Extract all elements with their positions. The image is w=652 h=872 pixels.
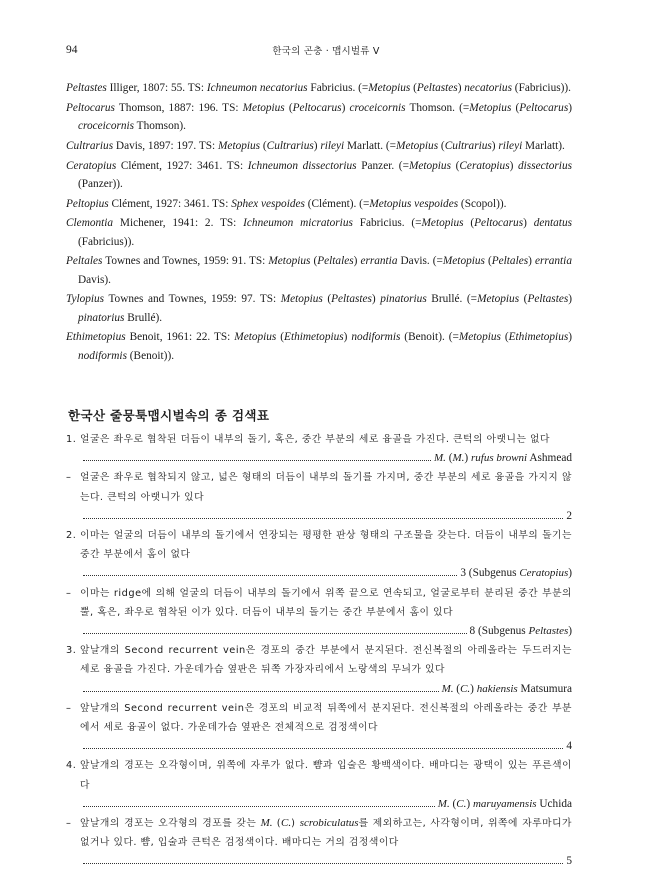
text-run: Davis. (= (397, 255, 443, 268)
text-run: Ashmead (527, 452, 572, 465)
identification-key (66, 430, 572, 872)
key-couplet (66, 584, 572, 642)
couplet-result (460, 564, 572, 583)
text-run: Matsumura (517, 682, 572, 695)
text-run: ( (500, 331, 509, 344)
text-run: 5 (566, 855, 572, 868)
key-couplet (66, 699, 572, 757)
italic-text: Metopius vespoides (369, 197, 459, 210)
couplet-marker: – (66, 472, 72, 484)
text-run: Clément, 1927: 3461. TS: (108, 197, 232, 210)
dot-leader (83, 633, 467, 634)
italic-text: Peltocarus (474, 217, 524, 230)
italic-text: C. (456, 797, 467, 810)
text-run: 3 (Subgenus (460, 567, 520, 580)
text-run: ) (466, 797, 473, 810)
text-run: ) (491, 139, 499, 152)
italic-text: rufus browni (470, 452, 528, 465)
text-run: ( (260, 139, 267, 152)
italic-text: M. (441, 682, 454, 695)
leader-line (80, 564, 572, 583)
text-run: ) (509, 159, 519, 172)
key-couplet (66, 430, 572, 468)
couplet-result (442, 680, 572, 699)
key-couplet (66, 641, 572, 699)
text-run: ) (457, 82, 465, 94)
text-run: 2 (566, 509, 572, 522)
text-run: Panzer. (= (356, 159, 409, 172)
text-run: Illiger, 1807: 55. TS: (106, 82, 207, 94)
dot-leader (83, 691, 439, 692)
synonym-entry (66, 99, 572, 135)
italic-text: Metopius (242, 101, 285, 114)
text-run: Davis, 1897: 197. TS: (113, 139, 219, 152)
couplet-marker: – (66, 587, 72, 599)
couplet-text (80, 472, 572, 502)
text-run: Fabricius. (= (307, 82, 369, 94)
text-run: ( (519, 293, 528, 306)
text-run: ) (371, 293, 381, 306)
couplet-result (566, 852, 572, 871)
italic-text: Metopius (218, 139, 261, 152)
italic-text: rileyi (498, 139, 523, 152)
text-run: Brullé. (= (426, 293, 478, 306)
italic-text: Ichneumon dissectorius (247, 159, 357, 172)
text-run: ) (568, 293, 573, 306)
key-couplet (66, 814, 572, 872)
synonym-entry (66, 195, 572, 213)
italic-text: Metopius (421, 217, 464, 230)
key-couplet (66, 468, 572, 526)
couplet-text (80, 703, 572, 733)
text-run: 얼굴은 좌우로 협착된 더듬이 내부의 돌기, 혹은, 중간 부분의 세로 융골을 가진다. 큰턱의 아랫니는 없다 (80, 434, 550, 445)
text-run: Brullé). (124, 311, 163, 324)
text-run: ( (322, 293, 332, 306)
italic-text: errantia (360, 255, 398, 268)
text-run: (Benoit). (= (400, 331, 459, 344)
dot-leader (83, 863, 563, 864)
couplet-text (80, 588, 572, 618)
italic-text: dissectorius (518, 159, 572, 172)
italic-text: Ichneumon necatorius (206, 82, 308, 94)
italic-text: Metopius (458, 331, 501, 344)
text-run: (Clément). (= (304, 197, 370, 210)
section-title: 한국산 줄뭉툭맵시벌속의 종 검색표 (68, 408, 270, 423)
italic-text: C. (460, 682, 471, 695)
italic-text: Peltocarus (292, 101, 342, 114)
key-couplet (66, 526, 572, 584)
text-run: 이마는 ridge에 의해 얼굴의 더듬이 내부의 돌기에서 위쪽 끝으로 연속되고, 얼굴로부터 분리된 중간 부분의 뿔, 혹은, 좌우로 협착된 이가 있다. 더듬이 내부의 돌기는 중간 부분에서 홈이 있다 (80, 587, 572, 618)
text-run: Clément, 1927: 3461. TS: (116, 159, 248, 172)
italic-text: pinatorius (380, 293, 427, 306)
italic-text: Metopius (442, 255, 485, 268)
text-run: ) (464, 452, 471, 465)
couplet-result (470, 622, 572, 641)
text-run: ( (511, 101, 520, 114)
text-run: ) (291, 818, 300, 830)
couplet-result (566, 507, 572, 526)
italic-text: Metopius (408, 159, 451, 172)
leader-line (80, 680, 572, 699)
text-run: 이마는 얼굴의 더듬이 내부의 돌기에서 연장되는 평평한 판상 형태의 구조물을 갖는다. 더듬이 내부의 돌기는 중간 부분에서 홈이 없다 (80, 530, 572, 561)
text-run: (Panzer)). (78, 177, 123, 190)
text-run: ( (463, 217, 475, 230)
text-run: Marlatt. (= (344, 139, 397, 152)
italic-text: M. (433, 452, 446, 465)
italic-text: Peltales (66, 255, 103, 268)
italic-text: Ceratopius (519, 567, 569, 580)
couplet-text (80, 530, 572, 560)
leader-line (80, 795, 572, 814)
text-run: ) (568, 567, 572, 580)
italic-text: Clemontia (66, 217, 114, 230)
text-run: ( (484, 255, 492, 268)
text-run: ( (445, 452, 453, 465)
text-run: ( (438, 139, 445, 152)
text-run: ) (470, 682, 477, 695)
text-run: Thomson). (134, 120, 186, 132)
text-run: Uchida (536, 797, 572, 810)
couplet-result (434, 449, 572, 468)
page-number: 94 (66, 44, 78, 56)
italic-text: Ethimetopius (508, 331, 569, 344)
italic-text: croceicornis (78, 120, 135, 132)
text-run: 4 (566, 740, 572, 753)
text-run: 앞날개의 Second recurrent vein은 경포의 중간 부분에서 분지된다. 전신복절의 아레올라는 두드러지는 세로 융골을 가진다. 가운데가슴 옆판은 뒤쪽 가장자리에서 노랑색의 무늬가 있다 (80, 645, 572, 676)
italic-text: Peltales (491, 255, 529, 268)
italic-text: Ethimetopius (284, 331, 344, 344)
text-run: ) (341, 101, 350, 114)
italic-text: nodiformis (78, 349, 127, 362)
text-run: (Fabricius)). (78, 235, 135, 248)
italic-text: pinatorius (78, 311, 125, 324)
synonym-entry (66, 252, 572, 288)
text-run: ( (449, 797, 457, 810)
text-run: ) (343, 331, 352, 344)
text-run: (Benoit)). (126, 349, 175, 362)
synonym-list (66, 79, 572, 366)
key-couplet (66, 756, 572, 814)
italic-text: rileyi (320, 139, 345, 152)
couplet-marker: 3. (66, 645, 77, 657)
text-run: 앞날개의 경포는 오각형이며, 위쪽에 자루가 없다. 뺨과 입술은 황백색이다. 배마디는 광택이 있는 푸른색이다 (80, 760, 572, 791)
italic-text: Peltocarus (66, 101, 115, 114)
italic-text: Metopius (234, 331, 277, 344)
couplet-marker: 2. (66, 530, 77, 542)
synonym-entry (66, 328, 572, 364)
italic-text: Sphex vespoides (231, 197, 305, 210)
italic-text: dentatus (533, 217, 572, 230)
text-run: Townes and Townes, 1959: 91. TS: (102, 255, 269, 268)
text-run: Benoit, 1961: 22. TS: (125, 331, 235, 344)
dot-leader (83, 460, 431, 461)
text-run: 를 제외하고는, 사각형이며, 위쪽에 자루마디가 없거나 있다. 뺨, 입술과 큰턱은 검정색이다. 배마디는 거의 검정색이다 (80, 818, 573, 849)
italic-text: M. (437, 797, 450, 810)
text-run: Townes and Townes, 1959: 97. TS: (104, 293, 281, 306)
text-run: 얼굴은 좌우로 협착되지 않고, 넓은 형태의 더듬이 내부의 돌기를 가지며, 중간 부분의 세로 융골을 가지지 않는다. 큰턱의 아랫니가 있다 (80, 472, 572, 503)
leader-line (80, 507, 572, 526)
text-run: 앞날개의 경포는 오각형의 경포를 갖는 (80, 818, 261, 830)
text-run: Thomson. (= (405, 101, 470, 114)
italic-text: Peltales (317, 255, 354, 268)
italic-text: Ceratopius (459, 159, 510, 172)
couplet-text (80, 645, 572, 675)
italic-text: Metopius (477, 293, 520, 306)
synonym-entry (66, 290, 572, 326)
couplet-marker: – (66, 702, 72, 714)
italic-text: M. (452, 452, 465, 465)
dot-leader (83, 575, 457, 576)
couplet-result (566, 737, 572, 756)
text-run: ) (568, 331, 573, 344)
italic-text: Cultrarius (444, 139, 492, 152)
couplet-marker: 1. (66, 434, 77, 445)
text-run: Fabricius. (= (352, 217, 422, 230)
text-run: Davis). (78, 273, 111, 286)
text-run: Thomson, 1887: 196. TS: (114, 101, 243, 114)
italic-text: Peltastes (331, 293, 372, 306)
text-run: ( (272, 818, 282, 830)
text-run: 8 (Subgenus (469, 625, 529, 638)
italic-text: errantia (534, 255, 572, 268)
text-run: ) (568, 101, 572, 114)
italic-text: Metopius (469, 101, 512, 114)
text-run: Michener, 1941: 2. TS: (113, 217, 244, 230)
italic-text: Ichneumon micratorius (243, 217, 353, 230)
italic-text: hakiensis (476, 682, 518, 695)
couplet-text (80, 760, 572, 790)
italic-text: maruyamensis (472, 797, 537, 810)
synonym-entry (66, 214, 572, 250)
italic-text: Ethimetopius (66, 331, 126, 344)
leader-line (80, 737, 572, 756)
italic-text: necatorius (464, 82, 512, 94)
italic-text: Cultrarius (66, 139, 114, 152)
text-run: (Fabricius)). (511, 82, 571, 94)
italic-text: Peltastes (528, 625, 569, 638)
text-run: ) (528, 255, 535, 268)
couplet-marker: 4. (66, 760, 77, 772)
italic-text: Metopius (396, 139, 439, 152)
text-run: 앞날개의 Second recurrent vein은 경포의 비교적 뒤쪽에서 분지된다. 전신복절의 아레올라는 중간 부분에서 세로 융골이 없다. 가운데가슴 옆판은 전체적으로 검정색이다 (80, 702, 572, 734)
leader-line (80, 622, 572, 641)
synonym-entry (66, 157, 572, 193)
italic-text: Metopius (368, 82, 411, 94)
synonym-entry (66, 79, 572, 97)
italic-text: nodiformis (351, 331, 401, 344)
dot-leader (83, 518, 563, 519)
text-run: ( (310, 255, 318, 268)
synonym-entry (66, 137, 572, 155)
dot-leader (83, 806, 435, 807)
text-run: ( (410, 82, 417, 94)
couplet-result (438, 795, 572, 814)
text-run: (Scopol)). (458, 197, 507, 210)
text-run: ( (453, 682, 461, 695)
couplet-text (80, 818, 572, 848)
italic-text: Peltopius (66, 197, 109, 210)
leader-line (80, 449, 572, 468)
couplet-text (80, 434, 550, 445)
couplet-marker: – (66, 818, 72, 830)
text-run: ( (284, 101, 293, 114)
italic-text: Peltocarus (519, 101, 569, 114)
italic-text: Cultrarius (266, 139, 314, 152)
text-run: ( (450, 159, 460, 172)
text-run: Marlatt). (522, 139, 565, 152)
italic-text: Metopius (280, 293, 323, 306)
italic-text: Peltastes (66, 82, 107, 94)
italic-text: Ceratopius (66, 159, 117, 172)
text-run: ) (523, 217, 534, 230)
text-run: ) (313, 139, 321, 152)
running-header: 한국의 곤충 · 맵시벌류 V (272, 46, 380, 57)
italic-text: Metopius (268, 255, 311, 268)
italic-text: M. (260, 817, 273, 830)
italic-text: Tylopius (66, 293, 105, 306)
text-run: ) (568, 625, 572, 638)
leader-line (80, 852, 572, 871)
italic-text: scrobiculatus (299, 817, 359, 830)
italic-text: Peltastes (527, 293, 569, 306)
italic-text: croceicornis (349, 101, 406, 114)
italic-text: Peltastes (416, 82, 458, 94)
dot-leader (83, 748, 563, 749)
italic-text: C. (281, 817, 292, 830)
text-run: ) (353, 255, 361, 268)
text-run: ( (276, 331, 285, 344)
